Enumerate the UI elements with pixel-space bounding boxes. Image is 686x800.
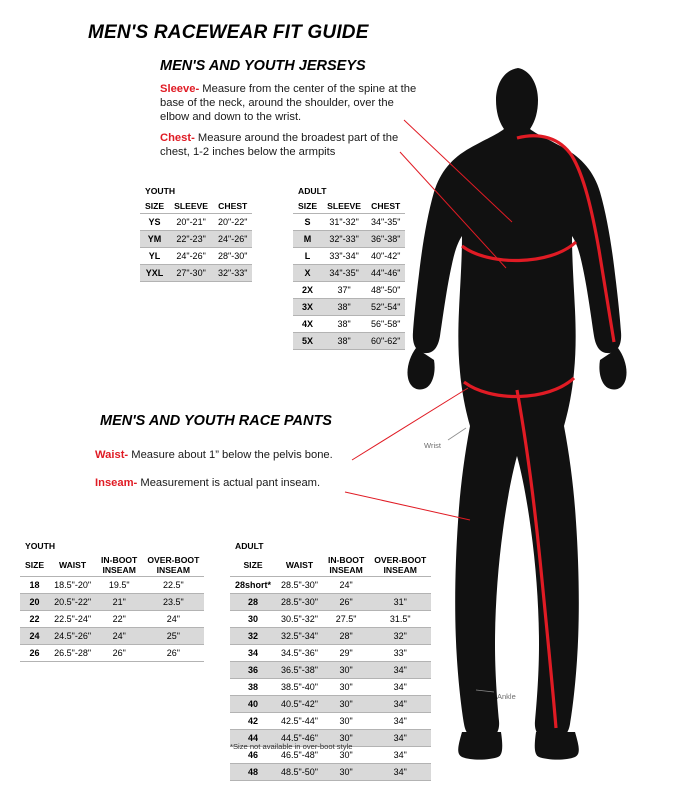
table-cell: 37" (322, 282, 366, 299)
sleeve-instruction-lead: Sleeve- (160, 83, 200, 95)
table-cell-size: M (293, 231, 322, 248)
table-cell: 26.5"-28" (49, 645, 96, 662)
table-cell: 22.5"-24" (49, 611, 96, 628)
table-cell: 30" (323, 764, 369, 781)
table-cell-size: YL (140, 248, 169, 265)
table-cell-size: 42 (230, 713, 276, 730)
table-column-header: WAIST (276, 553, 323, 577)
table-cell (369, 577, 431, 594)
table-cell: 42.5"-44" (276, 713, 323, 730)
chest-instruction (160, 131, 410, 159)
table-cell: 56"-58" (366, 316, 405, 333)
table-cell: 34" (369, 696, 431, 713)
table-cell: 24"-26" (213, 231, 252, 248)
table-cell: 40.5"-42" (276, 696, 323, 713)
table-cell-size: 4X (293, 316, 322, 333)
table-column-header: WAIST (49, 553, 96, 577)
table-cell: 22"-23" (169, 231, 213, 248)
youth-pants-size-table (20, 538, 204, 662)
table-cell: 20.5"-22" (49, 594, 96, 611)
table-cell-size: 48 (230, 764, 276, 781)
table-cell: 48.5"-50" (276, 764, 323, 781)
table-cell: 34"-35" (366, 214, 405, 231)
table-cell: 30" (323, 696, 369, 713)
table-cell-size: 30 (230, 611, 276, 628)
table-row (293, 316, 405, 333)
chest-instruction-text: Measure around the broadest part of the chest, 1-2 inches below the armpits (160, 132, 399, 158)
inseam-instruction (95, 476, 405, 490)
table-row (293, 299, 405, 316)
table-row (230, 628, 431, 645)
pants-section-title: MEN'S AND YOUTH RACE PANTS (100, 413, 332, 429)
table-cell: 29" (323, 645, 369, 662)
table-cell: 24" (96, 628, 142, 645)
table-cell: 34" (369, 713, 431, 730)
sleeve-instruction (160, 82, 420, 124)
table-cell-size: L (293, 248, 322, 265)
table-column-header: SLEEVE (322, 198, 366, 214)
table-cell: 19.5" (96, 577, 142, 594)
table-cell-size: 46 (230, 747, 276, 764)
table-cell: 26" (323, 594, 369, 611)
table-cell: 26" (142, 645, 204, 662)
table-cell: 40"-42" (366, 248, 405, 265)
table-cell: 24"-26" (169, 248, 213, 265)
table-row (293, 265, 405, 282)
table-row (20, 628, 204, 645)
table-cell-size: 36 (230, 662, 276, 679)
chest-instruction-lead: Chest- (160, 132, 195, 144)
table-row (230, 645, 431, 662)
table-cell-size: 44 (230, 730, 276, 747)
table-row (293, 248, 405, 265)
table-row (20, 594, 204, 611)
table-cell-size: 5X (293, 333, 322, 350)
table-cell: 36"-38" (366, 231, 405, 248)
table-cell-size: 38 (230, 679, 276, 696)
table-cell: 30" (323, 713, 369, 730)
table-cell: 25" (142, 628, 204, 645)
waist-instruction (95, 448, 395, 462)
adult-jersey-size-table (293, 183, 405, 350)
table-cell: 32"-33" (213, 265, 252, 282)
table-column-header: SIZE (230, 553, 276, 577)
table-row (20, 645, 204, 662)
table-cell: 60"-62" (366, 333, 405, 350)
table-column-header: OVER-BOOT INSEAM (369, 553, 431, 577)
table-cell: 52"-54" (366, 299, 405, 316)
table-cell: 34" (369, 662, 431, 679)
silhouette-body (407, 68, 626, 760)
table-column-header: SIZE (20, 553, 49, 577)
table-cell-size: 2X (293, 282, 322, 299)
table-cell: 30" (323, 679, 369, 696)
table-cell: 34" (369, 764, 431, 781)
table-cell: 38" (322, 333, 366, 350)
table-row (230, 611, 431, 628)
table-row (230, 662, 431, 679)
table-cell: 30" (323, 662, 369, 679)
table-cell-size: YXL (140, 265, 169, 282)
table-cell: 20"-22" (213, 214, 252, 231)
table-cell: 32"-33" (322, 231, 366, 248)
table-cell: 28.5"-30" (276, 577, 323, 594)
table-cell: 48"-50" (366, 282, 405, 299)
table-cell: 27"-30" (169, 265, 213, 282)
table-cell: 38" (322, 299, 366, 316)
table-column-header: CHEST (213, 198, 252, 214)
sleeve-instruction-text: Measure from the center of the spine at the base of the neck, around the shoulder, over the elbow and down to the wrist. (160, 83, 417, 123)
table-row (230, 764, 431, 781)
table-cell-size: 22 (20, 611, 49, 628)
table-cell: 32" (369, 628, 431, 645)
table-cell: 46.5"-48" (276, 747, 323, 764)
inseam-instruction-text: Measurement is actual pant inseam. (137, 477, 321, 489)
table-cell-size: 18 (20, 577, 49, 594)
table-row (140, 231, 252, 248)
table-row (230, 594, 431, 611)
table-cell-size: 26 (20, 645, 49, 662)
table-row (140, 214, 252, 231)
table-cell: 22" (96, 611, 142, 628)
table-column-header: IN-BOOT INSEAM (96, 553, 142, 577)
table-cell-size: S (293, 214, 322, 231)
table-row (293, 231, 405, 248)
table-row (293, 214, 405, 231)
table-cell: 30" (323, 747, 369, 764)
table-cell: 30" (323, 730, 369, 747)
table-cell: 27.5" (323, 611, 369, 628)
table-row (20, 611, 204, 628)
table-cell-size: 34 (230, 645, 276, 662)
table-cell-size: 40 (230, 696, 276, 713)
table-cell-size: 28short* (230, 577, 276, 594)
table-cell: 24" (142, 611, 204, 628)
table-cell: 38" (322, 316, 366, 333)
table-row (230, 696, 431, 713)
table-cell: 34"-35" (322, 265, 366, 282)
table-cell: 36.5"-38" (276, 662, 323, 679)
table-cell: 34.5"-36" (276, 645, 323, 662)
table-cell-size: 20 (20, 594, 49, 611)
table-cell: 33" (369, 645, 431, 662)
table-column-header: OVER-BOOT INSEAM (142, 553, 204, 577)
table-group-label: YOUTH (140, 183, 252, 198)
pants-footnote: *Size not available in over-boot style (230, 742, 353, 751)
table-cell: 20"-21" (169, 214, 213, 231)
waist-instruction-lead: Waist- (95, 449, 129, 461)
table-cell: 18.5"-20" (49, 577, 96, 594)
table-row (293, 333, 405, 350)
table-cell: 31"-32" (322, 214, 366, 231)
table-cell: 21" (96, 594, 142, 611)
table-cell: 34" (369, 730, 431, 747)
table-cell: 26" (96, 645, 142, 662)
table-cell: 31.5" (369, 611, 431, 628)
page-title: MEN'S RACEWEAR FIT GUIDE (88, 22, 369, 43)
table-group-label: ADULT (230, 538, 431, 553)
table-cell: 31" (369, 594, 431, 611)
table-cell-size: 24 (20, 628, 49, 645)
table-row (293, 282, 405, 299)
table-cell: 44"-46" (366, 265, 405, 282)
table-cell: 30.5"-32" (276, 611, 323, 628)
table-cell: 24.5"-26" (49, 628, 96, 645)
table-group-label: YOUTH (20, 538, 204, 553)
table-group-label: ADULT (293, 183, 405, 198)
table-cell: 23.5" (142, 594, 204, 611)
table-column-header: IN-BOOT INSEAM (323, 553, 369, 577)
table-cell: 22.5" (142, 577, 204, 594)
table-row (140, 265, 252, 282)
table-row (230, 713, 431, 730)
table-cell-size: 28 (230, 594, 276, 611)
table-cell: 34" (369, 747, 431, 764)
table-column-header: CHEST (366, 198, 405, 214)
table-cell: 33"-34" (322, 248, 366, 265)
table-cell: 28.5"-30" (276, 594, 323, 611)
table-cell: 28"-30" (213, 248, 252, 265)
inseam-instruction-lead: Inseam- (95, 477, 138, 489)
table-cell: 34" (369, 679, 431, 696)
table-cell: 24" (323, 577, 369, 594)
rider-silhouette (400, 60, 686, 760)
table-cell: 32.5"-34" (276, 628, 323, 645)
table-row (140, 248, 252, 265)
table-row (230, 679, 431, 696)
table-cell-size: YM (140, 231, 169, 248)
table-row (230, 577, 431, 594)
ankle-callout-label: Ankle (497, 692, 516, 701)
table-cell-size: 3X (293, 299, 322, 316)
table-column-header: SLEEVE (169, 198, 213, 214)
waist-instruction-text: Measure about 1” below the pelvis bone. (128, 449, 333, 461)
table-cell: 28" (323, 628, 369, 645)
table-cell-size: X (293, 265, 322, 282)
wrist-callout-label: Wrist (424, 441, 441, 450)
table-cell-size: 32 (230, 628, 276, 645)
youth-jersey-size-table (140, 183, 252, 282)
jersey-section-title: MEN'S AND YOUTH JERSEYS (160, 58, 366, 74)
table-cell: 38.5"-40" (276, 679, 323, 696)
table-column-header: SIZE (140, 198, 169, 214)
table-row (20, 577, 204, 594)
table-cell: 44.5"-46" (276, 730, 323, 747)
table-cell-size: YS (140, 214, 169, 231)
table-column-header: SIZE (293, 198, 322, 214)
